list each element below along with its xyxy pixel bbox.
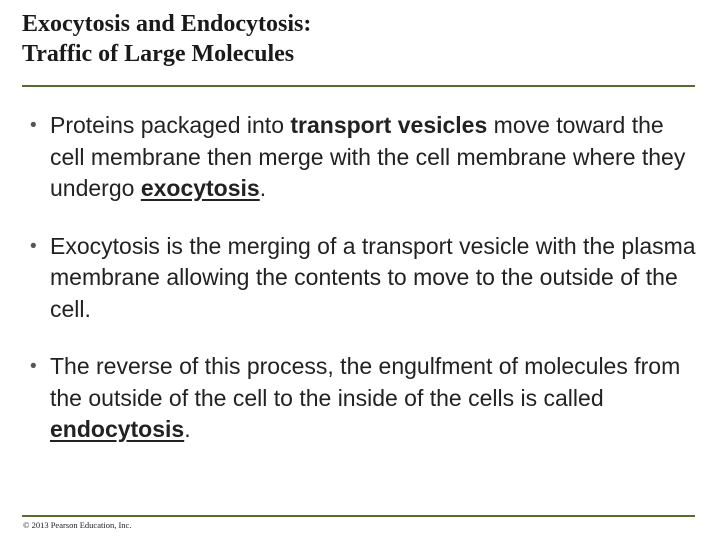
bullet-item-endocytosis xyxy=(30,351,698,446)
bullet-item-vesicles xyxy=(30,110,698,205)
title-line-2: Traffic of Large Molecules xyxy=(22,41,295,67)
footer-divider xyxy=(22,515,695,517)
bullet-text: . xyxy=(259,175,267,201)
bullet-text: . xyxy=(184,416,191,442)
bullet-text: Exocytosis is the merging of a transport vesicle with the plasma membrane allowing the contents to move to the outside of the cell. xyxy=(50,232,696,322)
bullet-text: move toward the cell membrane then merge with the cell membrane where they undergo xyxy=(50,112,686,201)
title-divider xyxy=(22,85,695,87)
bullet-text: Proteins packaged into xyxy=(50,112,291,138)
slide-title xyxy=(22,9,702,69)
bullet-list xyxy=(30,110,698,472)
bullet-item-exocytosis-definition xyxy=(30,231,698,326)
term-exocytosis: exocytosis xyxy=(140,175,260,201)
bullet-dot-icon: • xyxy=(30,235,37,257)
bullet-dot-icon: • xyxy=(30,115,37,136)
copyright-footer: © 2013 Pearson Education, Inc. xyxy=(23,520,132,530)
term-endocytosis: endocytosis xyxy=(50,416,185,442)
title-line-1: Exocytosis and Endocytosis: xyxy=(22,11,312,37)
term-transport-vesicles: transport vesicles xyxy=(290,112,488,138)
bullet-text: The reverse of this process, the engulfment of molecules from the outside of the cell to the inside of the cells is called xyxy=(50,353,681,411)
bullet-dot-icon: • xyxy=(30,356,37,377)
